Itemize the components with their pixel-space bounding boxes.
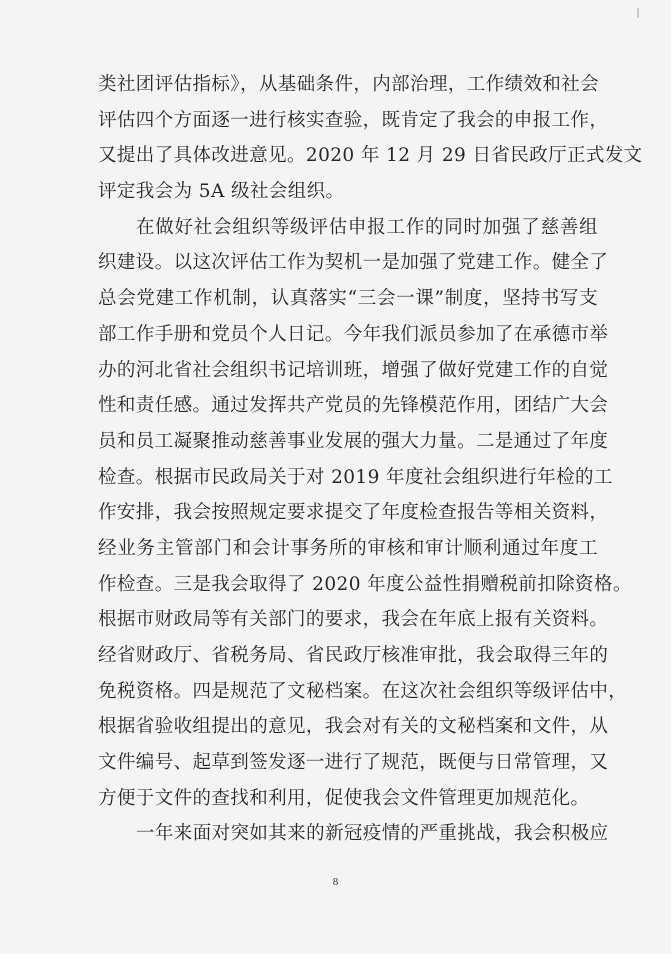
text-line: 评定我会为 5A 级社会组织。	[98, 181, 345, 203]
body-text	[98, 67, 643, 852]
text-line: 办的河北省社会组织书记培训班，增强了做好党建工作的自觉	[98, 359, 609, 381]
text-line: 员和员工凝聚推动慈善事业发展的强大力量。二是通过了年度	[98, 430, 609, 452]
text-line: 作检查。三是我会取得了 2020 年度公益性捐赠税前扣除资格。	[98, 573, 632, 595]
text-line: 性和责任感。通过发挥共产党员的先锋模范作用，团结广大会	[98, 395, 609, 417]
text-line: 类社团评估指标》，从基础条件，内部治理，工作绩效和社会	[98, 74, 600, 95]
text-line: 部工作手册和党员个人日记。今年我们派员参加了在承德市举	[98, 323, 609, 345]
text-line: 检查。根据市民政局关于对 2019 年度社会组织进行年检的工	[98, 466, 613, 488]
text-line: 评估四个方面逐一进行核实查验，既肯定了我会的申报工作，	[98, 109, 609, 131]
text-line: 织建设。以这次评估工作为契机一是加强了党建工作。健全了	[98, 252, 609, 274]
text-line: 根据市财政局等有关部门的要求，我会在年底上报有关资料。	[98, 609, 609, 631]
text-line: 经省财政厅、省税务局、省民政厅核准审批，我会取得三年的	[98, 645, 609, 666]
text-line: 根据省验收组提出的意见，我会对有关的文秘档案和文件，从	[98, 716, 609, 738]
text-line: 一年来面对突如其来的新冠疫情的严重挑战，我会积极应	[136, 823, 609, 845]
page-number: 8	[332, 876, 339, 888]
text-line: 方便于文件的查找和利用，促使我会文件管理更加规范化。	[98, 787, 590, 809]
text-line: 作安排，我会按照规定要求提交了年度检查报告等相关资料，	[98, 502, 609, 524]
scan-artifact-mark	[637, 8, 639, 18]
text-line: 经业务主管部门和会计事务所的审核和审计顺利通过年度工	[98, 537, 598, 559]
text-line: 免税资格。四是规范了文秘档案。在这次社会组织等级评估中，	[98, 680, 628, 702]
text-line: 又提出了具体改进意见。2020 年 12 月 29 日省民政厅正式发文	[98, 145, 643, 167]
text-line: 总会党建工作机制，认真落实“三会一课”制度，坚持书写支	[98, 288, 598, 310]
text-line: 在做好社会组织等级评估申报工作的同时加强了慈善组	[136, 216, 598, 238]
text-line: 文件编号、起草到签发逐一进行了规范，既便与日常管理，又	[98, 752, 609, 774]
